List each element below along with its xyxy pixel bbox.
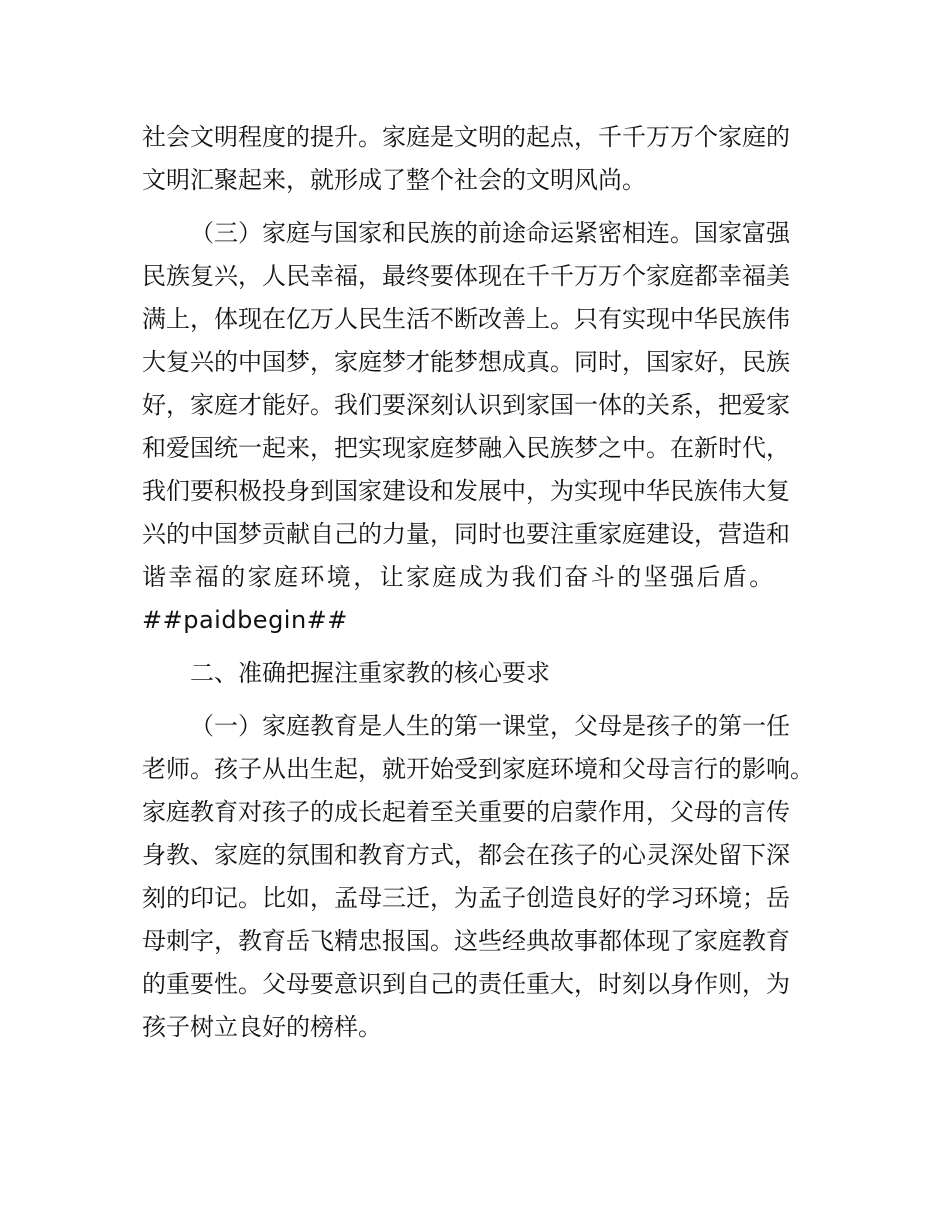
text-line: 满上，体现在亿万人民生活不断改善上。只有实现中华民族伟 — [142, 305, 790, 333]
text-line: 和爱国统一起来，把实现家庭梦融入民族梦之中。在新时代， — [142, 434, 790, 462]
text-line: （一）家庭教育是人生的第一课堂，父母是孩子的第一任 — [190, 712, 790, 740]
text-line: 好，家庭才能好。我们要深刻认识到家国一体的关系，把爱家 — [142, 391, 790, 419]
text-line: 大复兴的中国梦，家庭梦才能梦想成真。同时，国家好，民族 — [142, 348, 790, 376]
text-line: 我们要积极投身到国家建设和发展中，为实现中华民族伟大复 — [142, 477, 790, 505]
paragraph-civilization-continuation — [142, 116, 822, 202]
text-line: 谐幸福的家庭环境，让家庭成为我们奋斗的坚强后盾。 — [142, 563, 776, 591]
text-line: 老师。孩子从出生起，就开始受到家庭环境和父母言行的影响。 — [142, 755, 814, 783]
paragraph-family-education — [142, 705, 822, 1049]
text-line: 孩子树立良好的榜样。 — [142, 1013, 382, 1041]
text-line: 母刺字，教育岳飞精忠报国。这些经典故事都体现了家庭教育 — [142, 927, 790, 955]
text-line: 兴的中国梦贡献自己的力量，同时也要注重家庭建设，营造和 — [142, 520, 790, 548]
text-line: 文明汇聚起来，就形成了整个社会的文明风尚。 — [142, 166, 646, 194]
text-line: 身教、家庭的氛围和教育方式，都会在孩子的心灵深处留下深 — [142, 841, 790, 869]
paid-begin-marker: ##paidbegin## — [142, 606, 348, 634]
section-heading-family-education — [142, 652, 822, 695]
text-line: 民族复兴，人民幸福，最终要体现在千千万万个家庭都幸福美 — [142, 262, 790, 290]
text-line: 家庭教育对孩子的成长起着至关重要的启蒙作用，父母的言传 — [142, 798, 790, 826]
paragraph-family-and-nation — [142, 212, 822, 642]
section-heading: 二、准确把握注重家教的核心要求 — [190, 659, 550, 687]
text-line: 刻的印记。比如，孟母三迁，为孟子创造良好的学习环境；岳 — [142, 884, 790, 912]
text-line: 社会文明程度的提升。家庭是文明的起点，千千万万个家庭的 — [142, 123, 790, 151]
document-body — [142, 116, 822, 1049]
text-line: （三）家庭与国家和民族的前途命运紧密相连。国家富强 — [190, 219, 790, 247]
text-line: 的重要性。父母要意识到自己的责任重大，时刻以身作则，为 — [142, 970, 790, 998]
